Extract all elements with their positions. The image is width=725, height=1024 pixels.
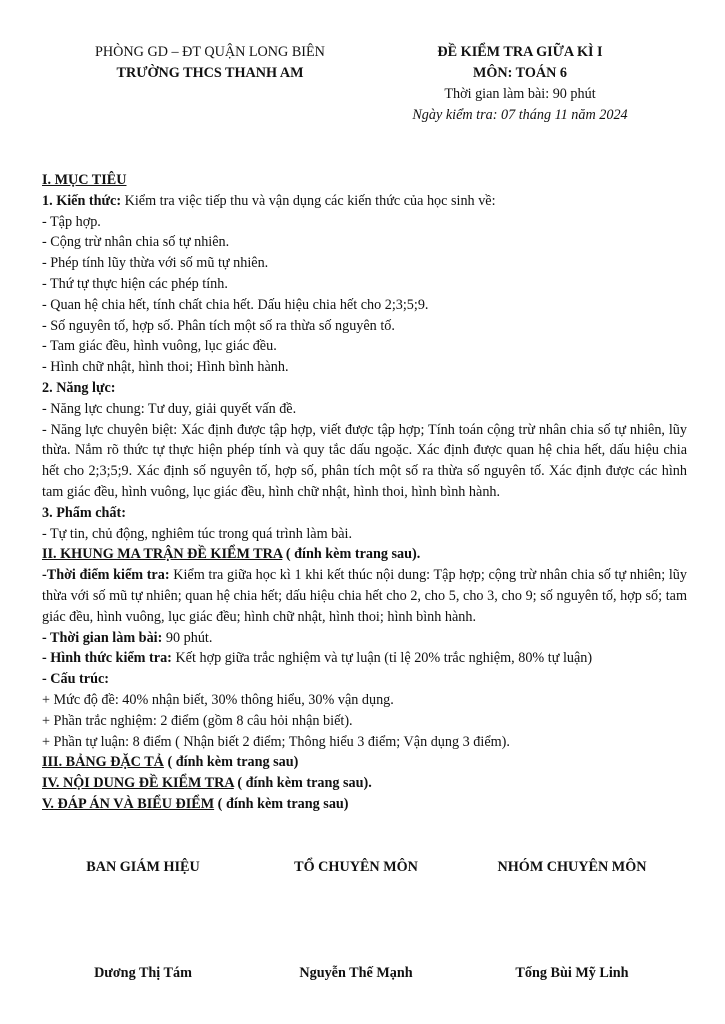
- time-point-text: Kiểm tra giữa học kì 1 khi kết thúc nội dung: Tập hợp; cộng trừ nhân chia số tự nhiên; lũy thừa với số mũ tự nhiên; quan hệ chia hết; dấu hiệu chia hết cho 2, cho 5, cho 3, cho 9; số nguyên tố, hợp số; tam giác đều, hình vuông, lục giác đều; hình chữ nhật, hình thoi; hình bình hành.: [42, 567, 687, 625]
- list-item: - Cộng trừ nhân chia số tự nhiên.: [42, 234, 230, 251]
- signer-name-department: Nguyễn Thế Mạnh: [299, 965, 413, 981]
- section-content-title: IV. NỘI DUNG ĐỀ KIỂM TRA: [42, 775, 234, 792]
- document-header: [0, 42, 725, 132]
- format-text: Kết hợp giữa trắc nghiệm và tự luận (tỉ lệ 20% trắc nghiệm, 80% tự luận): [171, 650, 593, 667]
- signer-name-board: Dương Thị Tám: [94, 965, 192, 981]
- exam-title: ĐỀ KIỂM TRA GIỮA KÌ I: [437, 44, 603, 60]
- exam-info-block: [390, 42, 650, 126]
- signer-name-group: Tống Bùi Mỹ Linh: [515, 965, 629, 981]
- section-answer-note: ( đính kèm trang sau): [214, 795, 349, 812]
- quality-label: 3. Phẩm chất:: [42, 504, 126, 521]
- subject: MÔN: TOÁN 6: [472, 65, 568, 81]
- list-item: - Tập hợp.: [42, 213, 101, 230]
- role-group: NHÓM CHUYÊN MÔN: [497, 859, 647, 875]
- exam-date: Ngày kiểm tra: 07 tháng 11 năm 2024: [412, 107, 628, 123]
- knowledge-text: Kiểm tra việc tiếp thu và vận dụng các kiến thức của học sinh về:: [121, 192, 496, 209]
- structure-label: - Cấu trúc:: [42, 671, 109, 688]
- role-board: BAN GIÁM HIỆU: [86, 859, 200, 875]
- section-matrix-heading: [42, 544, 687, 565]
- section-content-note: ( đính kèm trang sau).: [233, 775, 372, 792]
- list-item: + Phần trắc nghiệm: 2 điểm (gồm 8 câu hỏi nhận biết).: [42, 712, 353, 729]
- issuer-block: [60, 42, 360, 84]
- knowledge-label: 1. Kiến thức:: [42, 192, 122, 209]
- list-item: + Mức độ đề: 40% nhận biết, 30% thông hiểu, 30% vận dụng.: [42, 691, 394, 708]
- list-item: - Phép tính lũy thừa với số mũ tự nhiên.: [42, 255, 269, 272]
- section-objectives-title: I. MỤC TIÊU: [42, 172, 127, 188]
- section-spec-title: III. BẢNG ĐẶC TẢ: [42, 754, 164, 771]
- department-name: PHÒNG GD – ĐT QUẬN LONG BIÊN: [95, 44, 325, 60]
- exam-duration: Thời gian làm bài: 90 phút: [444, 86, 596, 102]
- section-matrix-title: II. KHUNG MA TRẬN ĐỀ KIỂM TRA: [42, 546, 283, 563]
- time-point-label: -Thời điểm kiểm tra:: [42, 567, 170, 584]
- list-item: - Hình chữ nhật, hình thoi; Hình bình hành.: [42, 359, 289, 376]
- duration-paragraph: [42, 628, 687, 649]
- duration-label: - Thời gian làm bài:: [42, 629, 163, 646]
- section-answer-heading: [42, 794, 687, 815]
- format-label: - Hình thức kiểm tra:: [42, 650, 172, 667]
- time-point-paragraph: [42, 565, 687, 627]
- section-spec-heading: [42, 752, 687, 773]
- section-content-heading: [42, 773, 687, 794]
- competency-general: - Năng lực chung: Tư duy, giải quyết vấn đề.: [42, 400, 297, 417]
- list-item: - Tam giác đều, hình vuông, lục giác đều.: [42, 338, 277, 355]
- list-item: - Số nguyên tố, hợp số. Phân tích một số ra thừa số nguyên tố.: [42, 317, 395, 334]
- role-department: TỔ CHUYÊN MÔN: [294, 859, 418, 875]
- list-item: - Quan hệ chia hết, tính chất chia hết. Dấu hiệu chia hết cho 2;3;5;9.: [42, 296, 429, 313]
- list-item: - Thứ tự thực hiện các phép tính.: [42, 275, 228, 292]
- section-answer-title: V. ĐÁP ÁN VÀ BIỂU ĐIỂM: [42, 795, 215, 812]
- duration-text: 90 phút.: [162, 629, 213, 646]
- format-paragraph: [42, 648, 687, 669]
- knowledge-paragraph: [42, 191, 687, 212]
- quality-text: - Tự tin, chủ động, nghiêm túc trong quá trình làm bài.: [42, 525, 353, 542]
- section-spec-note: ( đính kèm trang sau): [163, 754, 299, 771]
- list-item: + Phần tự luận: 8 điểm ( Nhận biết 2 điểm; Thông hiểu 3 điểm; Vận dụng 3 điểm).: [42, 733, 510, 750]
- document-body: [42, 170, 687, 815]
- section-matrix-note: ( đính kèm trang sau).: [282, 546, 421, 563]
- competency-label: 2. Năng lực:: [42, 379, 116, 396]
- school-name: TRƯỜNG THCS THANH AM: [116, 65, 304, 81]
- competency-specific: - Năng lực chuyên biệt: Xác định được tập hợp, viết được tập hợp; Tính toán cộng trừ nhân chia số tự nhiên, lũy thừa. Nắm rõ thức tự thực hiện phép tính và quy tắc dấu ngoặc. Xác định được quan hệ chia hết, dấu hiệu chia hết cho 2;3;5;9. Xác định số nguyên tố, hợp số, phân tích một số ra thừa số nguyên tố. Xác định được các hình tam giác đều, hình vuông, lục giác đều, hình chữ nhật, hình thoi, hình bình hành.: [42, 421, 687, 500]
